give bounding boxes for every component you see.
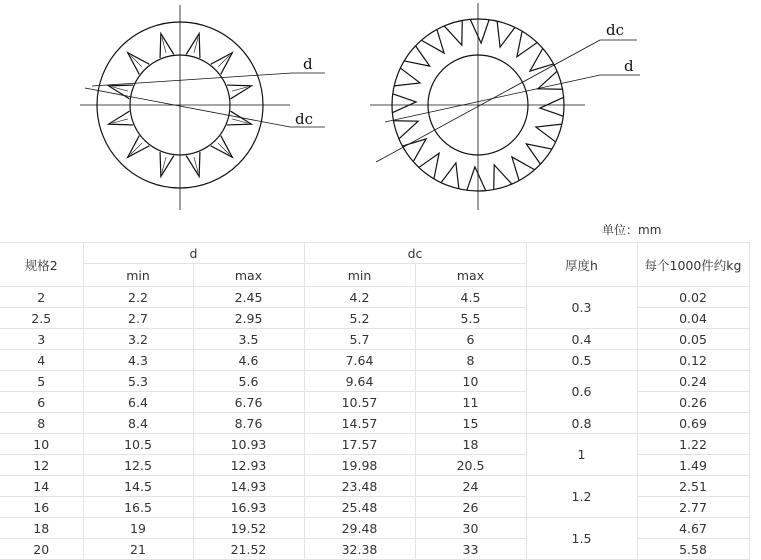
cell-spec: 16 [0, 497, 83, 518]
cell-dc-min: 4.2 [304, 287, 415, 308]
left-tooth-edge [112, 119, 127, 123]
cell-d-max: 12.93 [193, 455, 304, 476]
cell-dc-max: 8 [415, 350, 526, 371]
cell-d-max: 4.6 [193, 350, 304, 371]
table-row [0, 329, 749, 350]
right-tooth [394, 68, 420, 86]
cell-dc-min: 9.64 [304, 371, 415, 392]
cell-spec: 18 [0, 518, 83, 539]
cell-dc-max: 18 [415, 434, 526, 455]
cell-dc-max: 30 [415, 518, 526, 539]
left-tooth [186, 152, 200, 177]
cell-spec: 5 [0, 371, 83, 392]
table-row [0, 371, 749, 392]
cell-d-max: 16.93 [193, 497, 304, 518]
right-tooth [467, 167, 486, 191]
cell-weight: 4.67 [637, 518, 749, 539]
left-tooth-edge [112, 87, 127, 91]
left-tooth [109, 111, 134, 125]
cell-d-max: 14.93 [193, 476, 304, 497]
cell-spec: 3 [0, 329, 83, 350]
cell-thickness: 1.5 [526, 518, 637, 560]
cell-thickness: 0.6 [526, 371, 637, 413]
cell-dc-min: 10.57 [304, 392, 415, 413]
cell-spec: 4 [0, 350, 83, 371]
table-row [0, 434, 749, 455]
cell-dc-max: 15 [415, 413, 526, 434]
cell-d-min: 19 [83, 518, 193, 539]
cell-weight: 0.05 [637, 329, 749, 350]
right-tooth [512, 157, 535, 181]
right-tooth [402, 139, 426, 162]
washer-drawing [0, 0, 761, 220]
left-tooth-edge [232, 119, 247, 123]
cell-dc-min: 23.48 [304, 476, 415, 497]
table-row [0, 476, 749, 497]
right-tooth [421, 29, 444, 53]
left-tooth-edge [194, 37, 198, 52]
header-thickness: 厚度h [526, 243, 637, 287]
right-tooth [444, 20, 462, 45]
right-tooth [538, 71, 563, 89]
left-tooth [160, 152, 174, 177]
cell-thickness: 0.8 [526, 413, 637, 434]
right-tooth [536, 124, 562, 142]
table-row [0, 497, 749, 518]
cell-d-min: 21 [83, 539, 193, 560]
cell-dc-max: 26 [415, 497, 526, 518]
cell-d-min: 5.3 [83, 371, 193, 392]
cell-d-min: 6.4 [83, 392, 193, 413]
left-tooth [186, 34, 200, 59]
cell-weight: 0.04 [637, 308, 749, 329]
left-tooth [160, 34, 174, 59]
cell-d-max: 10.93 [193, 434, 304, 455]
cell-dc-max: 10 [415, 371, 526, 392]
cell-d-max: 3.5 [193, 329, 304, 350]
cell-dc-max: 4.5 [415, 287, 526, 308]
cell-spec: 2 [0, 287, 83, 308]
header-weight: 每个1000件约kg [637, 243, 749, 287]
cell-dc-min: 32.38 [304, 539, 415, 560]
external-tooth-washer-drawing [370, 3, 640, 210]
cell-d-min: 12.5 [83, 455, 193, 476]
cell-weight: 0.24 [637, 371, 749, 392]
cell-dc-max: 6 [415, 329, 526, 350]
table-row [0, 413, 749, 434]
cell-dc-max: 11 [415, 392, 526, 413]
right-d-label: d [624, 57, 634, 75]
cell-spec: 12 [0, 455, 83, 476]
left-d-label: d [303, 55, 313, 73]
left-tooth [227, 111, 252, 125]
header-d-min: min [83, 264, 193, 287]
cell-weight: 1.49 [637, 455, 749, 476]
cell-spec: 10 [0, 434, 83, 455]
header-d: d [83, 243, 304, 264]
cell-spec: 2.5 [0, 308, 83, 329]
cell-weight: 1.22 [637, 434, 749, 455]
cell-thickness: 1.2 [526, 476, 637, 518]
table-body [0, 287, 749, 560]
cell-dc-min: 5.7 [304, 329, 415, 350]
right-dc-label: dc [606, 21, 625, 39]
cell-d-min: 8.4 [83, 413, 193, 434]
cell-d-max: 8.76 [193, 413, 304, 434]
cell-weight: 2.51 [637, 476, 749, 497]
cell-dc-min: 29.48 [304, 518, 415, 539]
table-row [0, 287, 749, 308]
cell-spec: 14 [0, 476, 83, 497]
right-tooth [441, 163, 459, 189]
left-tooth-edge [162, 157, 166, 172]
left-tooth-edge [232, 87, 247, 91]
left-dc-leader [85, 88, 290, 127]
washer-spec-table [0, 242, 750, 560]
table-row [0, 539, 749, 560]
cell-weight: 0.12 [637, 350, 749, 371]
cell-dc-min: 7.64 [304, 350, 415, 371]
cell-dc-max: 5.5 [415, 308, 526, 329]
cell-thickness: 0.4 [526, 329, 637, 350]
cell-dc-max: 20.5 [415, 455, 526, 476]
cell-d-min: 2.7 [83, 308, 193, 329]
table-row [0, 350, 749, 371]
right-d-leader [385, 75, 600, 122]
header-spec: 规格2 [0, 243, 83, 287]
right-tooth [530, 48, 554, 71]
left-tooth-edge [194, 157, 198, 172]
cell-d-max: 2.95 [193, 308, 304, 329]
cell-weight: 5.58 [637, 539, 749, 560]
cell-d-min: 4.3 [83, 350, 193, 371]
cell-weight: 0.02 [637, 287, 749, 308]
cell-thickness: 1 [526, 434, 637, 476]
cell-weight: 0.26 [637, 392, 749, 413]
header-dc-max: max [415, 264, 526, 287]
header-d-max: max [193, 264, 304, 287]
cell-d-max: 6.76 [193, 392, 304, 413]
cell-weight: 2.77 [637, 497, 749, 518]
right-tooth [393, 121, 418, 139]
cell-spec: 6 [0, 392, 83, 413]
table-row [0, 392, 749, 413]
cell-d-min: 14.5 [83, 476, 193, 497]
table-row [0, 455, 749, 476]
cell-d-max: 5.6 [193, 371, 304, 392]
header-dc-min: min [304, 264, 415, 287]
cell-d-max: 21.52 [193, 539, 304, 560]
header-dc: dc [304, 243, 526, 264]
cell-dc-max: 24 [415, 476, 526, 497]
unit-label: 单位：mm [602, 223, 662, 237]
table-row [0, 308, 749, 329]
cell-d-min: 16.5 [83, 497, 193, 518]
cell-dc-min: 25.48 [304, 497, 415, 518]
cell-d-min: 3.2 [83, 329, 193, 350]
cell-spec: 20 [0, 539, 83, 560]
cell-weight: 0.69 [637, 413, 749, 434]
right-dc-leader [376, 40, 600, 162]
cell-thickness: 0.3 [526, 287, 637, 329]
cell-spec: 8 [0, 413, 83, 434]
cell-d-max: 19.52 [193, 518, 304, 539]
cell-dc-min: 19.98 [304, 455, 415, 476]
right-tooth [540, 97, 564, 116]
cell-dc-min: 14.57 [304, 413, 415, 434]
left-tooth [227, 85, 252, 99]
internal-tooth-washer-drawing [80, 5, 325, 210]
right-tooth [470, 19, 489, 43]
right-tooth [392, 94, 416, 113]
cell-thickness: 0.5 [526, 350, 637, 371]
cell-dc-min: 5.2 [304, 308, 415, 329]
left-dc-label: dc [295, 110, 314, 128]
left-tooth-edge [162, 37, 166, 52]
cell-dc-min: 17.57 [304, 434, 415, 455]
cell-d-max: 2.45 [193, 287, 304, 308]
cell-d-min: 2.2 [83, 287, 193, 308]
left-d-leader [92, 73, 292, 86]
right-tooth [494, 165, 512, 190]
cell-dc-max: 33 [415, 539, 526, 560]
right-tooth [497, 21, 515, 47]
table-row [0, 518, 749, 539]
cell-d-min: 10.5 [83, 434, 193, 455]
